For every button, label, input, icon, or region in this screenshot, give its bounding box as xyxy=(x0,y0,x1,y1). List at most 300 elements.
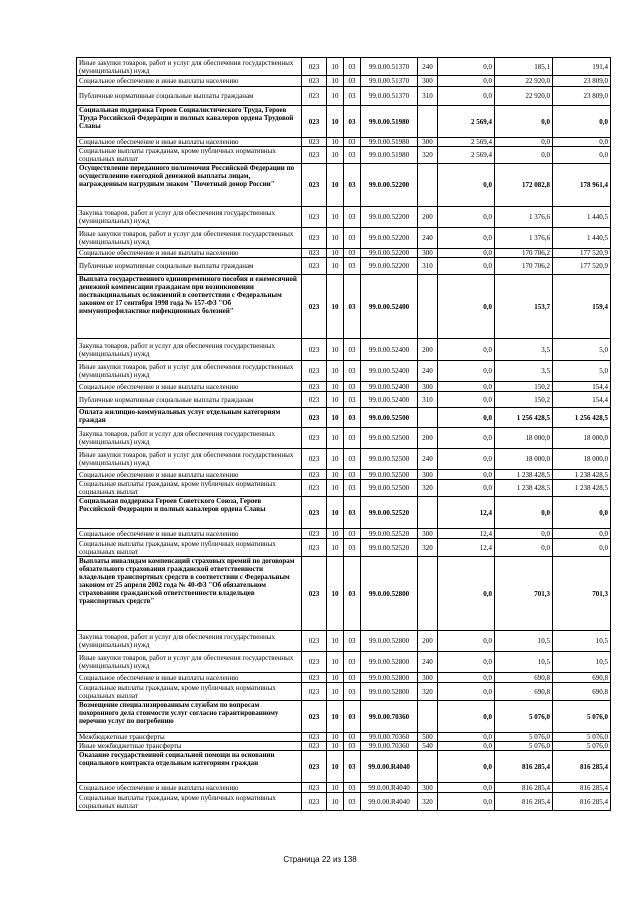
cell-expense-type: 240 xyxy=(418,228,438,249)
cell-expense-type: 310 xyxy=(418,392,438,408)
cell-amount-2: 816 285,4 xyxy=(495,783,553,793)
cell-target-item: 99.0.00.52200 xyxy=(361,249,418,258)
cell-amount-2: 1 256 428,5 xyxy=(495,408,553,428)
cell-amount-3: 18 000,0 xyxy=(553,428,611,449)
cell-amount-1: 0,0 xyxy=(438,470,495,480)
cell-amount-1: 0,0 xyxy=(438,164,495,207)
cell-amount-3: 0,0 xyxy=(553,497,611,529)
cell-section: 10 xyxy=(327,480,344,497)
row-name: Социальные выплаты гражданам, кроме публичных нормативных социальных выплат xyxy=(77,793,302,811)
cell-target-item: 99.0.00.52400 xyxy=(361,392,418,408)
page-footer: Страница 22 из 138 xyxy=(283,855,357,864)
cell-amount-3: 816 285,4 xyxy=(553,793,611,811)
cell-expense-type: 240 xyxy=(418,652,438,673)
cell-amount-2: 153,7 xyxy=(495,275,553,339)
cell-target-item: 99.0.00.52520 xyxy=(361,497,418,529)
cell-amount-3: 154,4 xyxy=(553,382,611,392)
table-row xyxy=(77,138,611,147)
cell-expense-type: 300 xyxy=(418,249,438,258)
cell-amount-2: 150,2 xyxy=(495,382,553,392)
cell-grbs: 023 xyxy=(302,106,327,138)
table-row-section xyxy=(77,557,611,631)
cell-amount-3: 23 809,0 xyxy=(553,76,611,87)
cell-amount-1: 2 569,4 xyxy=(438,147,495,164)
cell-amount-3: 0,0 xyxy=(553,138,611,147)
cell-subsection: 03 xyxy=(344,751,361,783)
cell-section: 10 xyxy=(327,783,344,793)
cell-subsection: 03 xyxy=(344,529,361,539)
cell-target-item: 99.0.00.R4040 xyxy=(361,783,418,793)
cell-target-item: 99.0.00.52400 xyxy=(361,339,418,361)
cell-subsection: 03 xyxy=(344,497,361,529)
cell-expense-type xyxy=(418,497,438,529)
cell-grbs: 023 xyxy=(302,480,327,497)
cell-section: 10 xyxy=(327,249,344,258)
cell-amount-1: 0,0 xyxy=(438,673,495,683)
cell-grbs: 023 xyxy=(302,701,327,733)
table-row xyxy=(77,361,611,382)
cell-amount-2: 1 376,6 xyxy=(495,228,553,249)
cell-expense-type: 240 xyxy=(418,449,438,470)
cell-grbs: 023 xyxy=(302,147,327,164)
cell-amount-2: 10,5 xyxy=(495,652,553,673)
cell-subsection: 03 xyxy=(344,58,361,76)
cell-expense-type: 320 xyxy=(418,480,438,497)
cell-target-item: 99.0.00.52200 xyxy=(361,258,418,275)
table-row xyxy=(77,58,611,76)
cell-target-item: 99.0.00.R4040 xyxy=(361,751,418,783)
cell-target-item: 99.0.00.70360 xyxy=(361,701,418,733)
cell-subsection: 03 xyxy=(344,164,361,207)
cell-section: 10 xyxy=(327,106,344,138)
cell-subsection: 03 xyxy=(344,701,361,733)
row-name: Публичные нормативные социальные выплаты гражданам xyxy=(77,392,302,408)
cell-amount-2: 170 706,2 xyxy=(495,249,553,258)
cell-section: 10 xyxy=(327,87,344,106)
cell-amount-1: 0,0 xyxy=(438,275,495,339)
cell-grbs: 023 xyxy=(302,249,327,258)
cell-amount-3: 0,0 xyxy=(553,147,611,164)
cell-amount-2: 690,8 xyxy=(495,683,553,701)
cell-amount-1: 0,0 xyxy=(438,557,495,631)
row-name: Публичные нормативные социальные выплаты гражданам xyxy=(77,87,302,106)
cell-amount-3: 0,0 xyxy=(553,106,611,138)
cell-subsection: 03 xyxy=(344,683,361,701)
cell-amount-1: 2 569,4 xyxy=(438,138,495,147)
cell-amount-1: 0,0 xyxy=(438,228,495,249)
table-row xyxy=(77,631,611,652)
row-name: Социальное обеспечение и иные выплаты населению xyxy=(77,783,302,793)
cell-amount-2: 0,0 xyxy=(495,529,553,539)
cell-expense-type: 300 xyxy=(418,783,438,793)
cell-amount-2: 0,0 xyxy=(495,147,553,164)
cell-expense-type: 300 xyxy=(418,529,438,539)
cell-grbs: 023 xyxy=(302,275,327,339)
cell-amount-1: 0,0 xyxy=(438,207,495,228)
cell-target-item: 99.0.00.52500 xyxy=(361,408,418,428)
cell-amount-2: 816 285,4 xyxy=(495,751,553,783)
cell-amount-1: 0,0 xyxy=(438,361,495,382)
cell-section: 10 xyxy=(327,147,344,164)
cell-grbs: 023 xyxy=(302,783,327,793)
table-row-section xyxy=(77,751,611,783)
cell-grbs: 023 xyxy=(302,449,327,470)
cell-section: 10 xyxy=(327,382,344,392)
cell-amount-3: 177 520,9 xyxy=(553,249,611,258)
cell-amount-2: 22 920,0 xyxy=(495,87,553,106)
cell-subsection: 03 xyxy=(344,631,361,652)
table-row xyxy=(77,683,611,701)
cell-amount-1: 0,0 xyxy=(438,408,495,428)
cell-expense-type xyxy=(418,164,438,207)
cell-grbs: 023 xyxy=(302,557,327,631)
row-name: Оказание государственной социальной помощи на основании социального контракта отдельным категориям граждан xyxy=(77,751,302,783)
row-name: Социальные выплаты гражданам, кроме публичных нормативных социальных выплат xyxy=(77,147,302,164)
cell-amount-2: 1 376,6 xyxy=(495,207,553,228)
cell-expense-type: 300 xyxy=(418,76,438,87)
row-name: Иные закупки товаров, работ и услуг для обеспечения государственных (муниципальных) нужд xyxy=(77,449,302,470)
cell-target-item: 99.0.00.52400 xyxy=(361,275,418,339)
cell-amount-2: 0,0 xyxy=(495,539,553,557)
cell-expense-type: 200 xyxy=(418,631,438,652)
cell-target-item: 99.0.00.52200 xyxy=(361,228,418,249)
cell-amount-1: 0,0 xyxy=(438,701,495,733)
cell-target-item: 99.0.00.52800 xyxy=(361,683,418,701)
cell-grbs: 023 xyxy=(302,207,327,228)
cell-expense-type: 320 xyxy=(418,683,438,701)
cell-subsection: 03 xyxy=(344,733,361,742)
row-name: Социальное обеспечение и иные выплаты населению xyxy=(77,138,302,147)
table-row xyxy=(77,382,611,392)
cell-grbs: 023 xyxy=(302,382,327,392)
cell-grbs: 023 xyxy=(302,742,327,751)
table-row xyxy=(77,228,611,249)
cell-target-item: 99.0.00.51980 xyxy=(361,147,418,164)
cell-grbs: 023 xyxy=(302,652,327,673)
table-row xyxy=(77,733,611,742)
cell-amount-1: 0,0 xyxy=(438,751,495,783)
cell-expense-type: 320 xyxy=(418,539,438,557)
cell-amount-3: 154,4 xyxy=(553,392,611,408)
cell-grbs: 023 xyxy=(302,683,327,701)
cell-amount-2: 0,0 xyxy=(495,106,553,138)
cell-target-item: 99.0.00.52400 xyxy=(361,361,418,382)
cell-expense-type: 200 xyxy=(418,339,438,361)
cell-target-item: 99.0.00.52400 xyxy=(361,382,418,392)
cell-subsection: 03 xyxy=(344,87,361,106)
table-row-section xyxy=(77,164,611,207)
cell-amount-1: 0,0 xyxy=(438,480,495,497)
cell-grbs: 023 xyxy=(302,138,327,147)
cell-target-item: 99.0.00.52500 xyxy=(361,470,418,480)
cell-subsection: 03 xyxy=(344,275,361,339)
row-name: Межбюджетные трансферты xyxy=(77,733,302,742)
cell-amount-1: 12,4 xyxy=(438,529,495,539)
table-row-section xyxy=(77,106,611,138)
cell-section: 10 xyxy=(327,683,344,701)
cell-section: 10 xyxy=(327,339,344,361)
cell-amount-3: 1 440,5 xyxy=(553,228,611,249)
cell-amount-1: 12,4 xyxy=(438,497,495,529)
cell-expense-type: 200 xyxy=(418,428,438,449)
cell-grbs: 023 xyxy=(302,339,327,361)
cell-amount-3: 1 440,5 xyxy=(553,207,611,228)
cell-amount-3: 0,0 xyxy=(553,529,611,539)
row-name: Социальная поддержка Героев Советского Союза, Героев Российской Федерации и полных кавалеров ордена Славы xyxy=(77,497,302,529)
row-name: Закупка товаров, работ и услуг для обеспечения государственных (муниципальных) нужд xyxy=(77,207,302,228)
cell-expense-type: 300 xyxy=(418,470,438,480)
table-row-section xyxy=(77,408,611,428)
table-row xyxy=(77,783,611,793)
cell-expense-type xyxy=(418,275,438,339)
table-row xyxy=(77,392,611,408)
cell-subsection: 03 xyxy=(344,793,361,811)
cell-subsection: 03 xyxy=(344,106,361,138)
cell-section: 10 xyxy=(327,557,344,631)
cell-grbs: 023 xyxy=(302,87,327,106)
cell-section: 10 xyxy=(327,76,344,87)
cell-amount-2: 172 082,8 xyxy=(495,164,553,207)
cell-subsection: 03 xyxy=(344,382,361,392)
cell-amount-2: 3,5 xyxy=(495,339,553,361)
cell-target-item: 99.0.00.R4040 xyxy=(361,793,418,811)
cell-subsection: 03 xyxy=(344,228,361,249)
cell-grbs: 023 xyxy=(302,673,327,683)
cell-grbs: 023 xyxy=(302,392,327,408)
cell-amount-1: 0,0 xyxy=(438,76,495,87)
cell-target-item: 99.0.00.51370 xyxy=(361,58,418,76)
cell-expense-type xyxy=(418,408,438,428)
cell-amount-1: 0,0 xyxy=(438,258,495,275)
cell-amount-2: 170 706,2 xyxy=(495,258,553,275)
cell-amount-3: 701,3 xyxy=(553,557,611,631)
table-row xyxy=(77,207,611,228)
cell-section: 10 xyxy=(327,497,344,529)
cell-section: 10 xyxy=(327,428,344,449)
table-row xyxy=(77,539,611,557)
cell-section: 10 xyxy=(327,449,344,470)
cell-amount-2: 5 076,0 xyxy=(495,701,553,733)
cell-amount-1: 0,0 xyxy=(438,58,495,76)
row-name: Закупка товаров, работ и услуг для обеспечения государственных (муниципальных) нужд xyxy=(77,428,302,449)
row-name: Социальное обеспечение и иные выплаты населению xyxy=(77,382,302,392)
cell-target-item: 99.0.00.52800 xyxy=(361,673,418,683)
cell-amount-3: 178 961,4 xyxy=(553,164,611,207)
cell-grbs: 023 xyxy=(302,751,327,783)
cell-amount-3: 5 076,0 xyxy=(553,742,611,751)
cell-amount-2: 0,0 xyxy=(495,138,553,147)
cell-grbs: 023 xyxy=(302,793,327,811)
cell-subsection: 03 xyxy=(344,539,361,557)
budget-table-body xyxy=(77,58,611,811)
cell-grbs: 023 xyxy=(302,164,327,207)
cell-amount-2: 1 238 428,5 xyxy=(495,480,553,497)
row-name: Осуществление переданного полномочия Российской Федерации по осуществлению ежегодной денежной выплаты лицам, награжденным нагрудным знаком "Почетный донор России" xyxy=(77,164,302,207)
cell-amount-3: 5,0 xyxy=(553,361,611,382)
cell-amount-3: 0,0 xyxy=(553,539,611,557)
cell-amount-2: 185,1 xyxy=(495,58,553,76)
cell-amount-1: 0,0 xyxy=(438,449,495,470)
cell-amount-3: 10,5 xyxy=(553,652,611,673)
table-row xyxy=(77,76,611,87)
cell-target-item: 99.0.00.52800 xyxy=(361,557,418,631)
cell-subsection: 03 xyxy=(344,339,361,361)
cell-section: 10 xyxy=(327,58,344,76)
row-name: Социальные выплаты гражданам, кроме публичных нормативных социальных выплат xyxy=(77,539,302,557)
cell-amount-3: 177 520,9 xyxy=(553,258,611,275)
cell-target-item: 99.0.00.52800 xyxy=(361,631,418,652)
cell-section: 10 xyxy=(327,470,344,480)
cell-section: 10 xyxy=(327,742,344,751)
row-name: Закупка товаров, работ и услуг для обеспечения государственных (муниципальных) нужд xyxy=(77,339,302,361)
cell-grbs: 023 xyxy=(302,76,327,87)
cell-amount-1: 0,0 xyxy=(438,382,495,392)
cell-grbs: 023 xyxy=(302,258,327,275)
cell-subsection: 03 xyxy=(344,76,361,87)
cell-section: 10 xyxy=(327,361,344,382)
row-name: Возмещение специализированным службам по вопросам похоронного дела стоимости услуг согласно гарантированному перечню услуг по погребению xyxy=(77,701,302,733)
cell-section: 10 xyxy=(327,673,344,683)
cell-subsection: 03 xyxy=(344,557,361,631)
cell-amount-1: 0,0 xyxy=(438,87,495,106)
cell-section: 10 xyxy=(327,258,344,275)
cell-amount-3: 1 238 428,5 xyxy=(553,480,611,497)
row-name: Публичные нормативные социальные выплаты гражданам xyxy=(77,258,302,275)
table-row-section xyxy=(77,497,611,529)
cell-section: 10 xyxy=(327,207,344,228)
cell-amount-3: 816 285,4 xyxy=(553,751,611,783)
row-name: Иные межбюджетные трансферты xyxy=(77,742,302,751)
cell-section: 10 xyxy=(327,539,344,557)
cell-subsection: 03 xyxy=(344,783,361,793)
table-row xyxy=(77,480,611,497)
row-name: Иные закупки товаров, работ и услуг для обеспечения государственных (муниципальных) нужд xyxy=(77,228,302,249)
table-row xyxy=(77,87,611,106)
cell-section: 10 xyxy=(327,701,344,733)
cell-target-item: 99.0.00.52500 xyxy=(361,449,418,470)
cell-section: 10 xyxy=(327,793,344,811)
cell-amount-1: 0,0 xyxy=(438,392,495,408)
budget-table xyxy=(76,57,611,811)
cell-amount-3: 5 076,0 xyxy=(553,733,611,742)
cell-amount-1: 0,0 xyxy=(438,249,495,258)
cell-subsection: 03 xyxy=(344,470,361,480)
cell-amount-3: 191,4 xyxy=(553,58,611,76)
row-name: Социальные выплаты гражданам, кроме публичных нормативных социальных выплат xyxy=(77,480,302,497)
cell-section: 10 xyxy=(327,733,344,742)
cell-amount-3: 5 076,0 xyxy=(553,701,611,733)
row-name: Социальное обеспечение и иные выплаты населению xyxy=(77,249,302,258)
budget-table-page xyxy=(76,57,610,811)
cell-amount-1: 0,0 xyxy=(438,428,495,449)
cell-amount-2: 22 920,0 xyxy=(495,76,553,87)
cell-expense-type: 320 xyxy=(418,147,438,164)
cell-grbs: 023 xyxy=(302,733,327,742)
cell-target-item: 99.0.00.51370 xyxy=(361,76,418,87)
table-row xyxy=(77,147,611,164)
row-name: Социальные выплаты гражданам, кроме публичных нормативных социальных выплат xyxy=(77,683,302,701)
cell-amount-3: 23 809,0 xyxy=(553,87,611,106)
cell-amount-2: 18 000,0 xyxy=(495,428,553,449)
cell-amount-3: 816 285,4 xyxy=(553,783,611,793)
cell-subsection: 03 xyxy=(344,449,361,470)
cell-amount-3: 18 000,0 xyxy=(553,449,611,470)
table-row xyxy=(77,339,611,361)
cell-subsection: 03 xyxy=(344,392,361,408)
cell-expense-type: 310 xyxy=(418,87,438,106)
cell-grbs: 023 xyxy=(302,361,327,382)
cell-expense-type xyxy=(418,557,438,631)
cell-section: 10 xyxy=(327,631,344,652)
cell-section: 10 xyxy=(327,408,344,428)
table-row-section xyxy=(77,701,611,733)
cell-amount-3: 1 238 428,5 xyxy=(553,470,611,480)
cell-subsection: 03 xyxy=(344,673,361,683)
row-name: Социальная поддержка Героев Социалистического Труда, Героев Труда Российской Федерации и полных кавалеров ордена Трудовой Славы xyxy=(77,106,302,138)
row-name: Социальное обеспечение и иные выплаты населению xyxy=(77,673,302,683)
row-name: Иные закупки товаров, работ и услуг для обеспечения государственных (муниципальных) нужд xyxy=(77,58,302,76)
row-name: Иные закупки товаров, работ и услуг для обеспечения государственных (муниципальных) нужд xyxy=(77,652,302,673)
cell-amount-1: 0,0 xyxy=(438,652,495,673)
cell-grbs: 023 xyxy=(302,539,327,557)
cell-expense-type: 310 xyxy=(418,258,438,275)
cell-amount-3: 159,4 xyxy=(553,275,611,339)
row-name: Выплаты инвалидам компенсаций страховых премий по договорам обязательного страхования гражданской ответственности владельцев транспортных средств в соответствии с Федеральным законом от 25 апреля 2002 года № 40-ФЗ "Об обязательном страховании гражданской ответственности владельцев транспортных средств" xyxy=(77,557,302,631)
cell-section: 10 xyxy=(327,275,344,339)
cell-amount-1: 0,0 xyxy=(438,631,495,652)
cell-expense-type xyxy=(418,701,438,733)
cell-target-item: 99.0.00.52500 xyxy=(361,428,418,449)
cell-amount-2: 5 076,0 xyxy=(495,733,553,742)
cell-amount-2: 150,2 xyxy=(495,392,553,408)
cell-expense-type: 240 xyxy=(418,58,438,76)
cell-subsection: 03 xyxy=(344,147,361,164)
cell-target-item: 99.0.00.52800 xyxy=(361,652,418,673)
cell-amount-3: 1 256 428,5 xyxy=(553,408,611,428)
cell-section: 10 xyxy=(327,164,344,207)
cell-amount-2: 0,0 xyxy=(495,497,553,529)
cell-subsection: 03 xyxy=(344,480,361,497)
cell-grbs: 023 xyxy=(302,228,327,249)
table-row xyxy=(77,258,611,275)
cell-amount-2: 3,5 xyxy=(495,361,553,382)
cell-target-item: 99.0.00.52200 xyxy=(361,164,418,207)
cell-amount-1: 0,0 xyxy=(438,733,495,742)
table-row-section xyxy=(77,275,611,339)
cell-grbs: 023 xyxy=(302,529,327,539)
cell-subsection: 03 xyxy=(344,428,361,449)
cell-grbs: 023 xyxy=(302,428,327,449)
cell-expense-type: 320 xyxy=(418,793,438,811)
cell-subsection: 03 xyxy=(344,408,361,428)
cell-expense-type: 200 xyxy=(418,207,438,228)
cell-amount-1: 0,0 xyxy=(438,339,495,361)
cell-amount-2: 18 000,0 xyxy=(495,449,553,470)
cell-target-item: 99.0.00.52200 xyxy=(361,207,418,228)
cell-expense-type: 300 xyxy=(418,382,438,392)
cell-amount-2: 690,8 xyxy=(495,673,553,683)
cell-amount-3: 10,5 xyxy=(553,631,611,652)
cell-amount-3: 690,8 xyxy=(553,673,611,683)
cell-target-item: 99.0.00.70360 xyxy=(361,733,418,742)
cell-subsection: 03 xyxy=(344,207,361,228)
cell-amount-1: 0,0 xyxy=(438,793,495,811)
cell-section: 10 xyxy=(327,751,344,783)
cell-subsection: 03 xyxy=(344,138,361,147)
cell-subsection: 03 xyxy=(344,249,361,258)
cell-target-item: 99.0.00.51980 xyxy=(361,138,418,147)
cell-subsection: 03 xyxy=(344,742,361,751)
